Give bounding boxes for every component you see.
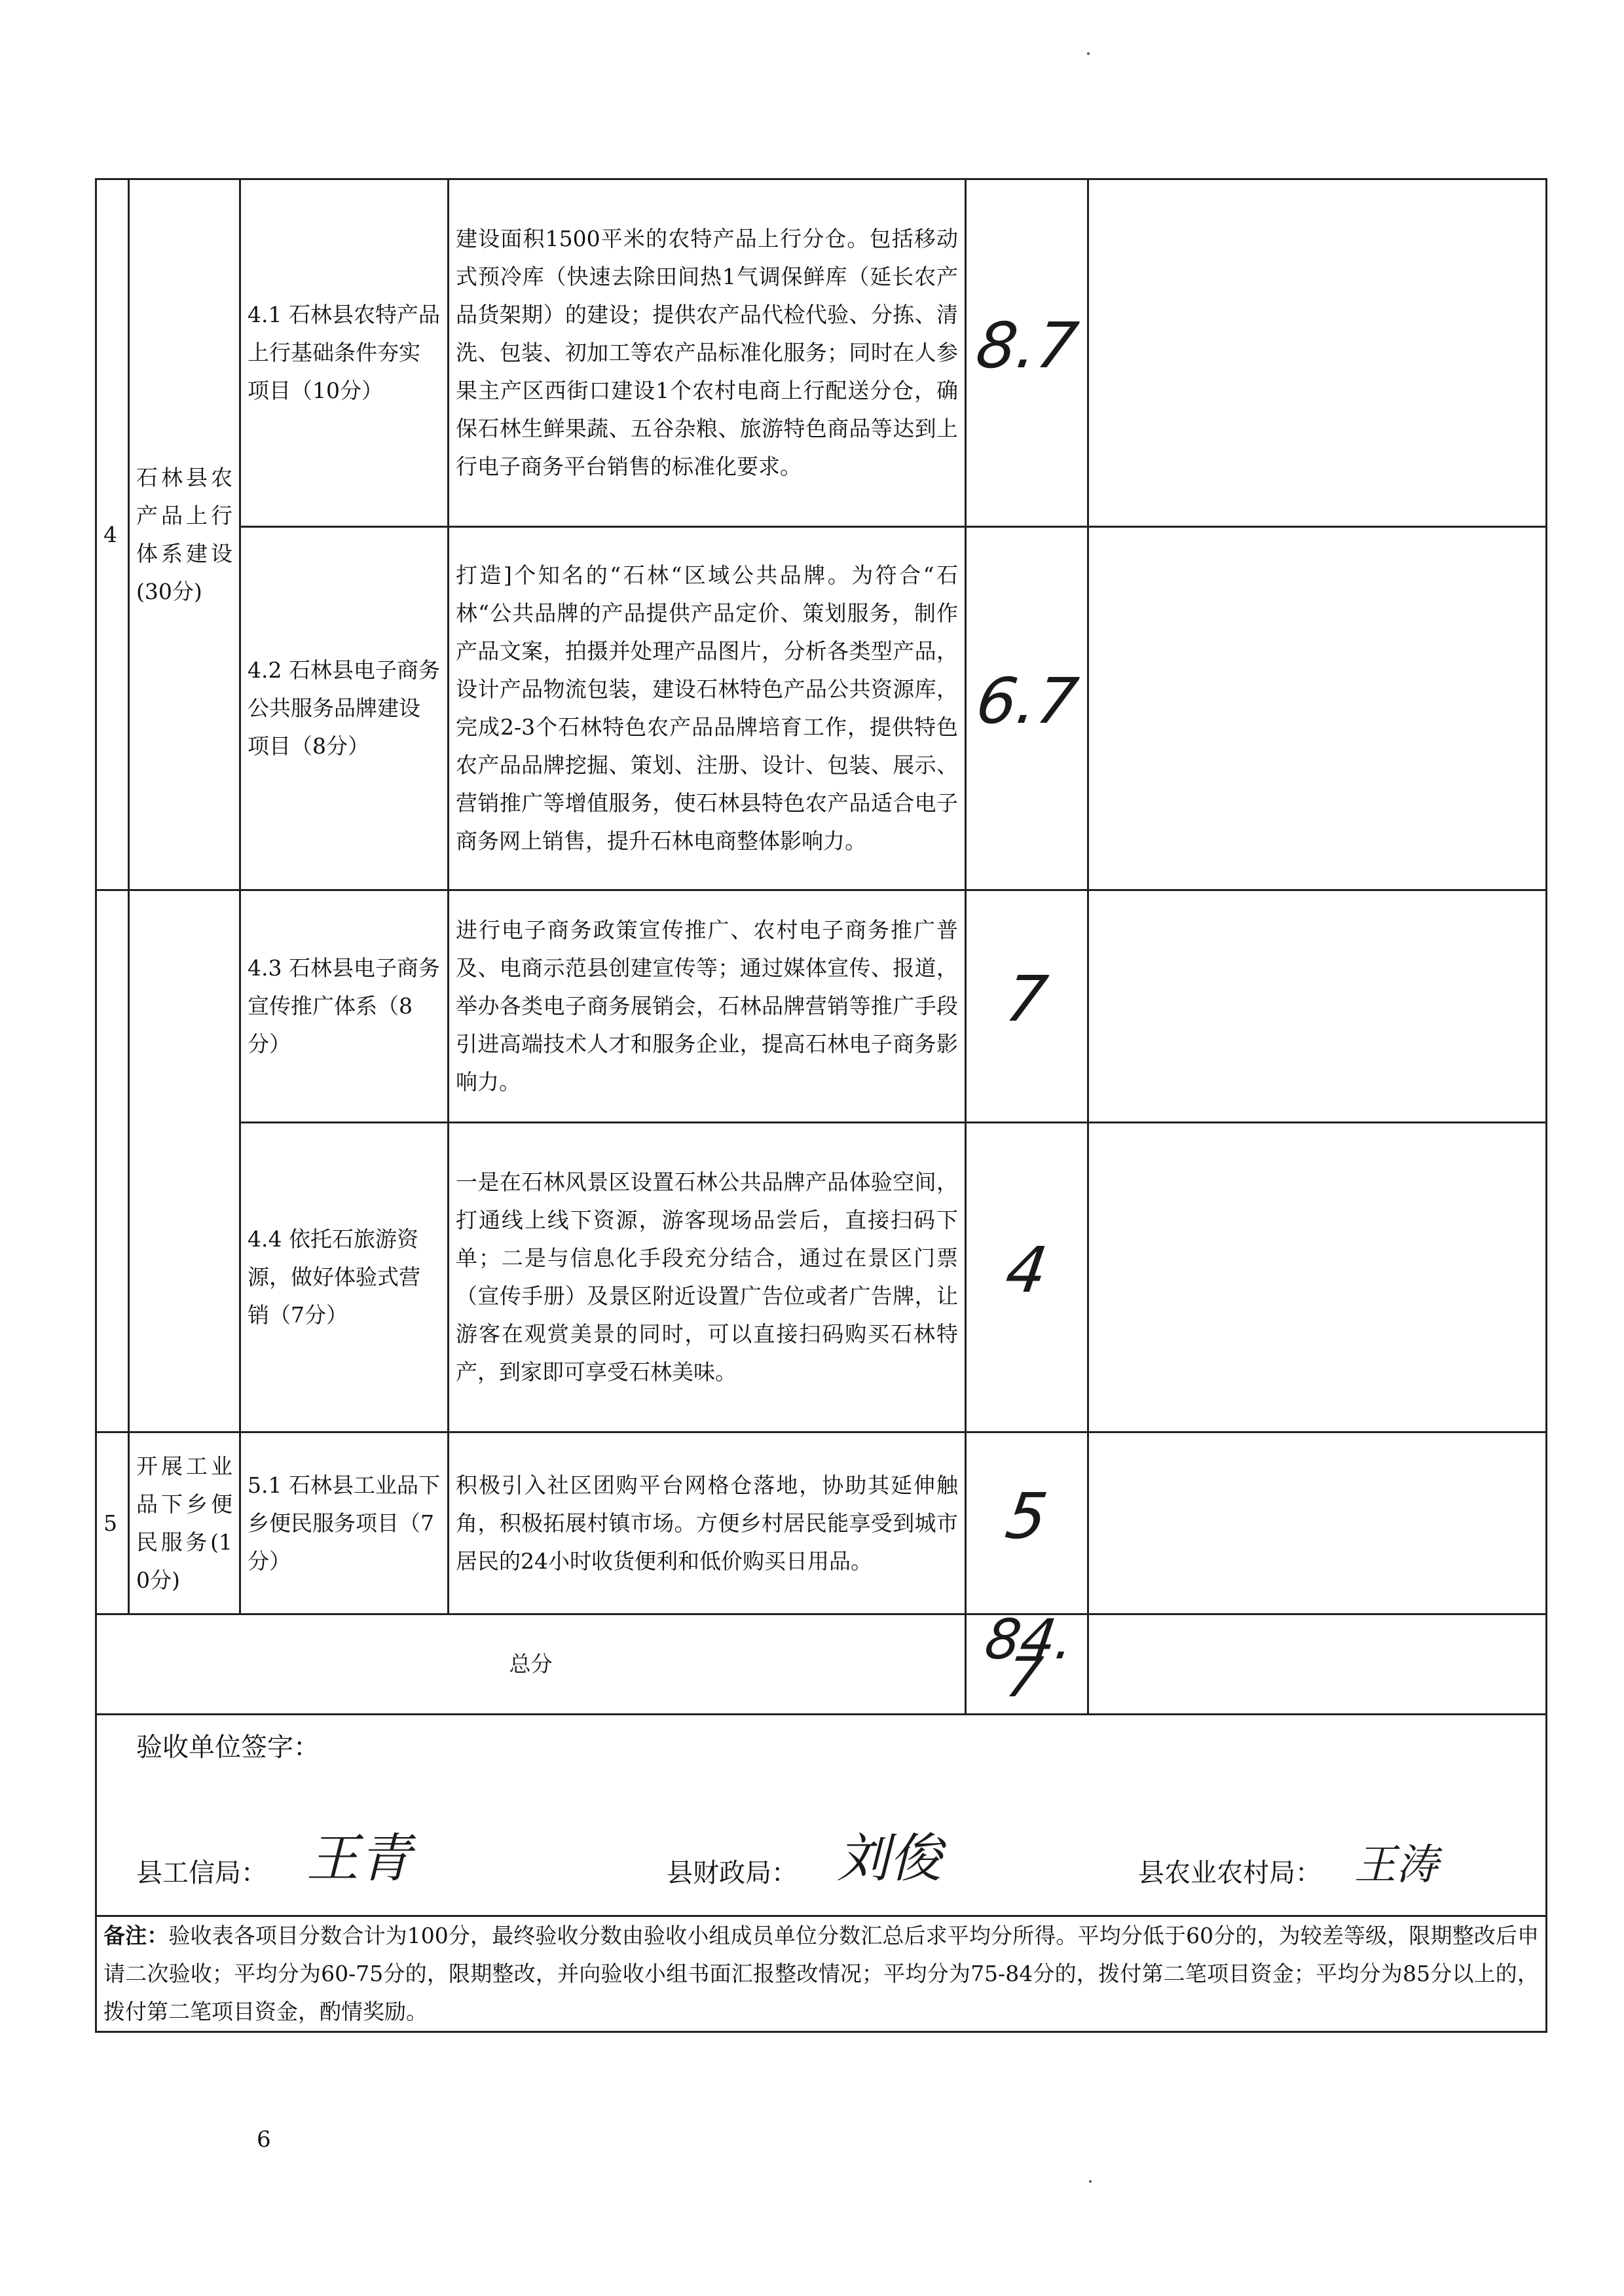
signature-unit-label: 县工信局： [136,1858,267,1888]
remark-label: 备注： [103,1923,169,1948]
handwritten-signature: 王涛 [1354,1841,1438,1889]
handwritten-score: 7 [1001,962,1052,1036]
signature-unit-label: 县财政局： [667,1858,798,1888]
table-row [96,1432,1547,1614]
table-row [96,179,1547,527]
signature-units [136,1828,1498,1912]
handwritten-score: 8.7 [971,309,1082,382]
handwritten-score: 5 [1001,1479,1052,1553]
score-cell [966,1432,1088,1614]
signature-cell [96,1715,1547,1916]
item-cell: 4.4 依托石旅游资源，做好体验式营销（7分） [240,1123,449,1432]
row-number: 4 [96,179,129,890]
description-cell: 积极引入社区团购平台网格仓落地，协助其延伸触角，积极拓展村镇市场。方便乡村居民能享受到城市居民的24小时收货便利和低价购买日用品。 [449,1432,966,1614]
description-cell: 进行电子商务政策宣传推广、农村电子商务推广普及、电商示范县创建宣传等；通过媒体宣传、报道，举办各类电子商务展销会，石林品牌营销等推广手段引进高端技术人才和服务企业，提高石林电子商务影响力。 [449,890,966,1123]
signature-unit-label: 县农业农村局： [1138,1858,1321,1888]
total-score-cell [966,1607,1088,1715]
signature-row [96,1715,1547,1916]
scan-speck [1087,52,1090,55]
handwritten-signature: 王青 [306,1828,411,1889]
table-row [96,527,1547,890]
category-cell: 开展工业品下乡便民服务(10分) [129,1432,240,1614]
remarks-cell [1088,890,1547,1123]
score-cell [966,890,1088,1123]
remarks-cell [1088,1432,1547,1614]
remarks-cell [1088,179,1547,527]
scan-speck [1089,2180,1092,2183]
description-cell: 一是在石林风景区设置石林公共品牌产品体验空间，打通线上线下资源，游客现场品尝后，直接扫码下单；二是与信息化手段充分结合，通过在景区门票（宣传手册）及景区附近设置广告位或者广告牌，让游客在观赏美景的同时，可以直接扫码购买石林特产，到家即可享受石林美味。 [449,1123,966,1432]
total-row [96,1614,1547,1715]
table-row [96,890,1547,1123]
acceptance-score-table [95,178,1547,2033]
remark-text: 验收表各项目分数合计为100分，最终验收分数由验收小组成员单位分数汇总后求平均分所得。平均分低于60分的，为较差等级，限期整改后申请二次验收；平均分为60-75分的，限期整改，并向验收小组书面汇报整改情况；平均分为75-84分的，拨付第二笔项目资金；平均分为85分以上的，拨付第二笔项目资金，酌情奖励。 [103,1923,1540,2024]
remarks-cell [1088,1123,1547,1432]
category-cell [129,890,240,1432]
score-cell [966,1123,1088,1432]
item-cell: 4.2 石林县电子商务公共服务品牌建设项目（8分） [240,527,449,890]
item-cell: 4.3 石林县电子商务宣传推广体系（8分） [240,890,449,1123]
description-cell: 建设面积1500平米的农特产品上行分仓。包括移动式预冷库（快速去除田间热1气调保鲜库（延长农产品货架期）的建设；提供农产品代检代验、分拣、清洗、包装、初加工等农产品标准化服务；同时在人参果主产区西街口建设1个农村电商上行配送分仓，确保石林生鲜果蔬、五谷杂粮、旅游特色商品等达到上行电子商务平台销售的标准化要求。 [449,179,966,527]
remark-row [96,1916,1547,2032]
table-row [96,1123,1547,1432]
remark-cell [96,1916,1547,2032]
remarks-cell [1088,1614,1547,1715]
total-label: 总分 [96,1614,966,1715]
item-cell: 5.1 石林县工业品下乡便民服务项目（7分） [240,1432,449,1614]
signature-title: 验收单位签字： [136,1732,320,1762]
handwritten-score: 4 [1001,1233,1052,1307]
handwritten-score: 6.7 [971,665,1082,738]
category-cell: 石林县农产品上行体系建设(30分) [129,179,240,890]
score-cell [966,179,1088,527]
item-cell: 4.1 石林县农特产品上行基础条件夯实项目（10分） [240,179,449,527]
handwritten-total-score: 84.7 [981,1607,1078,1709]
handwritten-signature: 刘俊 [837,1828,942,1889]
row-number [96,890,129,1432]
description-cell: 打造]个知名的“石林“区域公共品牌。为符合“石林“公共品牌的产品提供产品定价、策划服务，制作产品文案，拍摄并处理产品图片，分析各类型产品，设计产品物流包装，建设石林特色产品公共资源库，完成2-3个石林特色农产品品牌培育工作，提供特色农产品品牌挖掘、策划、注册、设计、包装、展示、营销推广等增值服务，使石林县特色农产品适合电子商务网上销售，提升石林电商整体影响力。 [449,527,966,890]
page-number: 6 [257,2126,271,2153]
row-number: 5 [96,1432,129,1614]
remarks-cell [1088,527,1547,890]
score-cell [966,527,1088,890]
